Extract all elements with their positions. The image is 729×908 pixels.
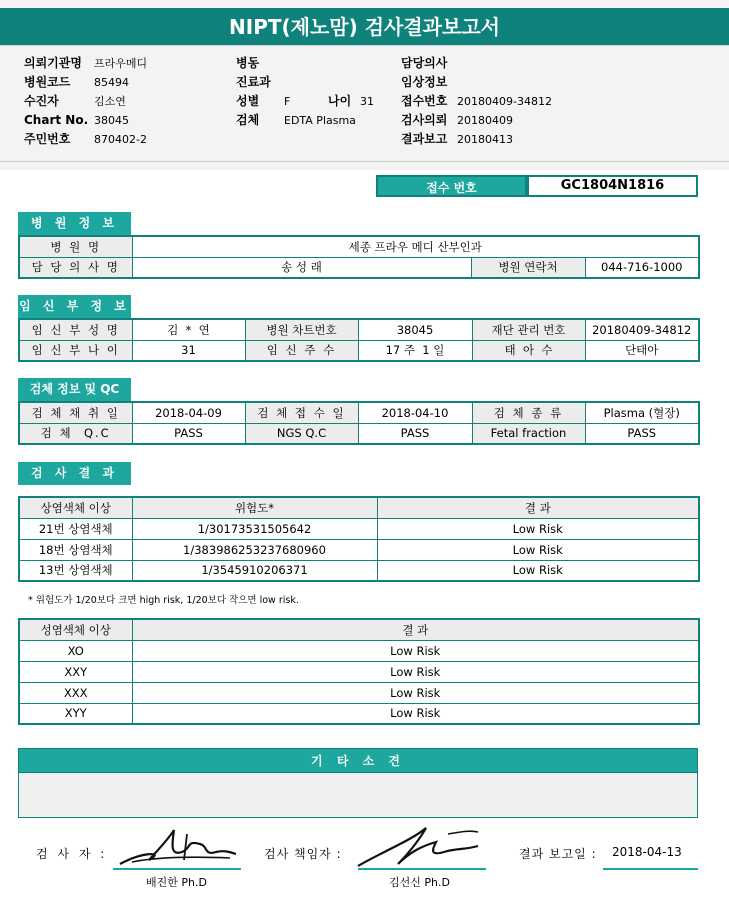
section-test-results: 검 사 결 과 — [18, 462, 131, 485]
info-key: 접수번호 — [401, 94, 448, 108]
table-header-row — [19, 619, 699, 640]
result-value: Low Risk — [377, 518, 699, 539]
contact-label: 병원 연락처 — [471, 257, 585, 278]
info-value: F — [284, 95, 291, 108]
chromosome-name: 13번 상염색체 — [19, 560, 132, 581]
pregnant-name-label: 임 신 부 성 명 — [19, 319, 132, 340]
foundation-number: 20180409-34812 — [585, 319, 699, 340]
hospital-name: 세종 프라우 메디 산부인과 — [132, 236, 699, 257]
sex-chromosome-table — [18, 618, 700, 725]
section-pregnant-info: 임 신 부 정 보 — [18, 295, 131, 318]
fetus-count: 단태아 — [585, 340, 699, 361]
info-key: 진료과 — [236, 75, 271, 89]
table-row — [19, 661, 699, 682]
column-header: 상염색체 이상 — [19, 497, 132, 518]
doctor-label: 담 당 의 사 명 — [19, 257, 132, 278]
table-row — [19, 340, 699, 361]
info-key: 결과보고 — [401, 132, 448, 146]
examiner-signature-line — [113, 868, 241, 870]
header-info-middle — [236, 54, 374, 130]
contact-number: 044-716-1000 — [585, 257, 699, 278]
result-value: Low Risk — [132, 640, 699, 661]
table-header-row — [19, 497, 699, 518]
collect-date: 2018-04-09 — [132, 402, 245, 423]
info-key: 임상정보 — [401, 75, 448, 89]
specimen-qc-label: 검 체 Q.C — [19, 423, 132, 444]
examiner-name: 배진한 Ph.D — [146, 876, 207, 889]
info-key: 수진자 — [24, 94, 59, 108]
table-row — [19, 319, 699, 340]
header-divider — [0, 161, 729, 162]
info-key: 주민번호 — [24, 132, 71, 146]
info-key: 담당의사 — [401, 56, 448, 70]
pregnancy-weeks: 17 주 1 일 — [358, 340, 472, 361]
section-specimen-qc: 검체 정보 및 QC — [18, 378, 131, 401]
info-value: 김소연 — [94, 95, 126, 108]
hospital-name-label: 병 원 명 — [19, 236, 132, 257]
info-key: 나이 — [328, 94, 352, 108]
result-value: Low Risk — [132, 703, 699, 724]
report-title: NIPT(제노맘) 검사결과보고서 — [0, 8, 729, 46]
table-row — [19, 560, 699, 581]
chromosome-name: 21번 상염색체 — [19, 518, 132, 539]
pregnant-age-label: 임 신 부 나 이 — [19, 340, 132, 361]
examiner-signature — [112, 822, 242, 872]
info-key: 성별 — [236, 94, 260, 108]
specimen-qc: PASS — [132, 423, 245, 444]
header-info-left — [24, 54, 147, 149]
examiner-label: 검 사 자 : — [36, 847, 108, 861]
ngs-qc-label: NGS Q.C — [245, 423, 358, 444]
table-row — [19, 236, 699, 257]
risk-value: 1/30173531505642 — [132, 518, 377, 539]
section-other-findings: 기 타 소 견 — [18, 748, 698, 773]
column-header: 위험도* — [132, 497, 377, 518]
responsible-signature-line — [358, 868, 486, 870]
foundation-number-label: 재단 관리 번호 — [472, 319, 585, 340]
receive-date: 2018-04-10 — [358, 402, 472, 423]
header-info-right — [401, 54, 552, 149]
column-header: 결 과 — [377, 497, 699, 518]
info-value: 프라우메디 — [94, 57, 148, 70]
risk-value: 1/383986253237680960 — [132, 539, 377, 560]
table-row — [19, 640, 699, 661]
table-row — [19, 257, 699, 278]
column-header: 결 과 — [132, 619, 699, 640]
receive-date-label: 검 체 접 수 일 — [245, 402, 358, 423]
result-value: Low Risk — [132, 661, 699, 682]
info-key: 병원코드 — [24, 75, 71, 89]
table-row — [19, 682, 699, 703]
autosome-results-table — [18, 496, 700, 582]
column-header: 성염색체 이상 — [19, 619, 132, 640]
info-key: 병동 — [236, 56, 260, 70]
responsible-examiner-signature — [352, 822, 492, 872]
info-value: 31 — [360, 95, 374, 108]
responsible-examiner-label: 검사 책임자 : — [264, 847, 342, 861]
result-value: Low Risk — [132, 682, 699, 703]
table-row — [19, 518, 699, 539]
chromosome-name: XXX — [19, 682, 132, 703]
info-value: 20180413 — [457, 133, 513, 146]
table-row — [19, 703, 699, 724]
receipt-number-value: GC1804N1816 — [527, 175, 698, 197]
table-row — [19, 539, 699, 560]
doctor-name: 송 성 래 — [132, 257, 471, 278]
info-key: 검사의뢰 — [401, 113, 448, 127]
other-findings-box — [18, 773, 698, 818]
info-key: Chart No. — [24, 113, 89, 127]
chromosome-name: XXY — [19, 661, 132, 682]
fetal-fraction-label: Fetal fraction — [472, 423, 585, 444]
pregnant-age: 31 — [132, 340, 245, 361]
section-hospital-info: 병 원 정 보 — [18, 212, 131, 235]
pregnant-name: 김 * 연 — [132, 319, 245, 340]
hospital-table — [18, 235, 700, 279]
info-value: 20180409-34812 — [457, 95, 552, 108]
report-date-line — [603, 868, 698, 870]
info-value: 38045 — [94, 114, 129, 127]
info-key: 검체 — [236, 113, 260, 127]
specimen-type: Plasma (혈장) — [585, 402, 699, 423]
specimen-table — [18, 401, 700, 445]
risk-value: 1/3545910206371 — [132, 560, 377, 581]
result-value: Low Risk — [377, 539, 699, 560]
info-key: 의뢰기관명 — [24, 56, 82, 70]
chromosome-name: 18번 상염색체 — [19, 539, 132, 560]
chart-number-label: 병원 차트번호 — [245, 319, 358, 340]
result-value: Low Risk — [377, 560, 699, 581]
chromosome-name: XYY — [19, 703, 132, 724]
info-value: EDTA Plasma — [284, 114, 356, 127]
risk-footnote: * 위험도가 1/20보다 크면 high risk, 1/20보다 작으면 low risk. — [28, 595, 299, 606]
chromosome-name: XO — [19, 640, 132, 661]
receipt-number-label: 접수 번호 — [376, 175, 527, 197]
fetus-count-label: 태 아 수 — [472, 340, 585, 361]
collect-date-label: 검 체 채 취 일 — [19, 402, 132, 423]
info-value: 20180409 — [457, 114, 513, 127]
report-date: 2018-04-13 — [612, 845, 682, 859]
ngs-qc: PASS — [358, 423, 472, 444]
report-date-label: 결과 보고일 : — [519, 847, 597, 861]
fetal-fraction: PASS — [585, 423, 699, 444]
table-row — [19, 402, 699, 423]
pregnant-table — [18, 318, 700, 362]
info-value: 85494 — [94, 76, 129, 89]
pregnancy-weeks-label: 임 신 주 수 — [245, 340, 358, 361]
info-value: 870402-2 — [94, 133, 147, 146]
chart-number: 38045 — [358, 319, 472, 340]
responsible-examiner-name: 김선신 Ph.D — [389, 876, 450, 889]
specimen-type-label: 검 체 종 류 — [472, 402, 585, 423]
table-row — [19, 423, 699, 444]
